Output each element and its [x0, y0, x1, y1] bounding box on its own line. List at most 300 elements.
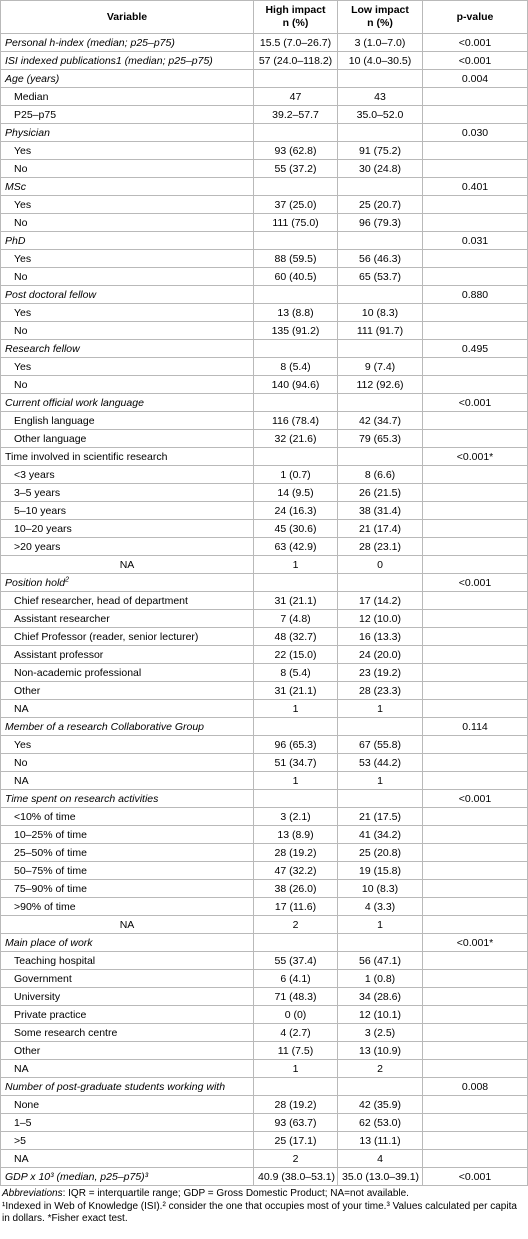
p-value-cell: 0.008 — [423, 1078, 528, 1096]
p-value-cell: 0.880 — [423, 286, 528, 304]
p-value-cell — [423, 502, 528, 520]
p-value-cell — [423, 592, 528, 610]
p-value-cell — [423, 844, 528, 862]
p-value-cell — [423, 1114, 528, 1132]
table-row — [1, 358, 528, 376]
low-impact-cell: 13 (11.1) — [338, 1132, 423, 1150]
table-notes — [0, 1186, 528, 1226]
table-row — [1, 196, 528, 214]
table-row — [1, 250, 528, 268]
table-row — [1, 268, 528, 286]
low-impact-cell — [338, 934, 423, 952]
low-impact-cell: 42 (34.7) — [338, 412, 423, 430]
row-label: Government — [1, 970, 254, 988]
row-label: No — [1, 214, 254, 232]
high-impact-cell: 71 (48.3) — [254, 988, 338, 1006]
low-impact-cell — [338, 124, 423, 142]
high-impact-cell: 1 — [254, 1060, 338, 1078]
table-row — [1, 412, 528, 430]
table-row — [1, 862, 528, 880]
row-label: <10% of time — [1, 808, 254, 826]
high-impact-cell: 1 — [254, 772, 338, 790]
p-value-cell — [423, 1024, 528, 1042]
table-category-row — [1, 232, 528, 250]
row-label: Member of a research Collaborative Group — [1, 718, 254, 736]
p-value-cell — [423, 88, 528, 106]
row-label: NA — [1, 556, 254, 574]
high-impact-cell: 1 (0.7) — [254, 466, 338, 484]
low-impact-cell: 10 (4.0–30.5) — [338, 52, 423, 70]
row-label: Yes — [1, 358, 254, 376]
table-row — [1, 592, 528, 610]
p-value-cell — [423, 268, 528, 286]
table-row — [1, 736, 528, 754]
high-impact-cell — [254, 70, 338, 88]
p-value-cell: <0.001 — [423, 394, 528, 412]
high-impact-cell: 31 (21.1) — [254, 682, 338, 700]
low-impact-cell: 41 (34.2) — [338, 826, 423, 844]
low-impact-cell — [338, 70, 423, 88]
p-value-cell: 0.031 — [423, 232, 528, 250]
high-impact-cell — [254, 340, 338, 358]
table-category-row — [1, 1168, 528, 1186]
p-value-cell: 0.114 — [423, 718, 528, 736]
low-impact-cell: 79 (65.3) — [338, 430, 423, 448]
high-impact-cell: 3 (2.1) — [254, 808, 338, 826]
high-impact-cell: 31 (21.1) — [254, 592, 338, 610]
row-label: Some research centre — [1, 1024, 254, 1042]
low-impact-cell: 28 (23.3) — [338, 682, 423, 700]
row-label: Yes — [1, 736, 254, 754]
low-impact-cell — [338, 790, 423, 808]
p-value-cell — [423, 610, 528, 628]
table-category-row — [1, 934, 528, 952]
low-impact-cell: 19 (15.8) — [338, 862, 423, 880]
high-impact-cell: 140 (94.6) — [254, 376, 338, 394]
low-impact-cell: 96 (79.3) — [338, 214, 423, 232]
low-impact-cell: 10 (8.3) — [338, 880, 423, 898]
low-impact-cell: 12 (10.1) — [338, 1006, 423, 1024]
p-value-cell — [423, 754, 528, 772]
low-impact-cell: 1 — [338, 700, 423, 718]
header-high-impact: High impact n (%) — [254, 1, 338, 34]
high-impact-cell: 13 (8.8) — [254, 304, 338, 322]
table-row — [1, 826, 528, 844]
high-impact-cell: 48 (32.7) — [254, 628, 338, 646]
low-impact-cell: 35.0 (13.0–39.1) — [338, 1168, 423, 1186]
row-label: Age (years) — [1, 70, 254, 88]
low-impact-cell: 17 (14.2) — [338, 592, 423, 610]
high-impact-cell: 40.9 (38.0–53.1) — [254, 1168, 338, 1186]
p-value-cell — [423, 322, 528, 340]
row-label: 5–10 years — [1, 502, 254, 520]
table-row — [1, 664, 528, 682]
low-impact-cell — [338, 232, 423, 250]
table-row — [1, 142, 528, 160]
low-impact-cell: 112 (92.6) — [338, 376, 423, 394]
low-impact-cell — [338, 394, 423, 412]
row-label: Other — [1, 1042, 254, 1060]
row-label: No — [1, 160, 254, 178]
table-category-row — [1, 178, 528, 196]
high-impact-cell: 0 (0) — [254, 1006, 338, 1024]
p-value-cell: <0.001 — [423, 790, 528, 808]
low-impact-cell: 38 (31.4) — [338, 502, 423, 520]
low-impact-cell: 1 (0.8) — [338, 970, 423, 988]
p-value-cell — [423, 952, 528, 970]
low-impact-cell — [338, 178, 423, 196]
p-value-cell — [423, 664, 528, 682]
row-label: Main place of work — [1, 934, 254, 952]
row-label: Time spent on research activities — [1, 790, 254, 808]
high-impact-cell — [254, 232, 338, 250]
p-value-cell — [423, 646, 528, 664]
low-impact-cell: 91 (75.2) — [338, 142, 423, 160]
row-label: Yes — [1, 250, 254, 268]
p-value-cell — [423, 898, 528, 916]
high-impact-cell: 111 (75.0) — [254, 214, 338, 232]
table-row — [1, 646, 528, 664]
low-impact-cell: 13 (10.9) — [338, 1042, 423, 1060]
low-impact-cell — [338, 718, 423, 736]
row-label: No — [1, 268, 254, 286]
high-impact-cell: 135 (91.2) — [254, 322, 338, 340]
high-impact-cell: 14 (9.5) — [254, 484, 338, 502]
high-impact-cell: 55 (37.4) — [254, 952, 338, 970]
p-value-cell — [423, 556, 528, 574]
table-row — [1, 484, 528, 502]
row-label: Post doctoral fellow — [1, 286, 254, 304]
high-impact-cell: 60 (40.5) — [254, 268, 338, 286]
table-category-row — [1, 340, 528, 358]
high-impact-cell: 37 (25.0) — [254, 196, 338, 214]
high-impact-cell: 28 (19.2) — [254, 844, 338, 862]
low-impact-cell: 56 (47.1) — [338, 952, 423, 970]
p-value-cell — [423, 214, 528, 232]
row-label: Other — [1, 682, 254, 700]
low-impact-cell: 4 — [338, 1150, 423, 1168]
row-label: 10–25% of time — [1, 826, 254, 844]
p-value-cell — [423, 376, 528, 394]
high-impact-cell: 7 (4.8) — [254, 610, 338, 628]
high-impact-cell — [254, 394, 338, 412]
p-value-cell — [423, 772, 528, 790]
low-impact-cell: 42 (35.9) — [338, 1096, 423, 1114]
high-impact-cell: 93 (63.7) — [254, 1114, 338, 1132]
high-impact-cell: 24 (16.3) — [254, 502, 338, 520]
table-row — [1, 1132, 528, 1150]
p-value-cell — [423, 1096, 528, 1114]
p-value-cell — [423, 142, 528, 160]
high-impact-cell: 1 — [254, 700, 338, 718]
table-category-row — [1, 1078, 528, 1096]
high-impact-cell: 88 (59.5) — [254, 250, 338, 268]
header-row — [1, 1, 528, 34]
low-impact-cell: 28 (23.1) — [338, 538, 423, 556]
table-category-row — [1, 70, 528, 88]
high-impact-cell: 51 (34.7) — [254, 754, 338, 772]
table-row — [1, 1114, 528, 1132]
table-row — [1, 466, 528, 484]
high-impact-cell — [254, 286, 338, 304]
low-impact-cell: 56 (46.3) — [338, 250, 423, 268]
row-label: 50–75% of time — [1, 862, 254, 880]
table-row — [1, 1096, 528, 1114]
high-impact-cell: 1 — [254, 556, 338, 574]
low-impact-cell: 67 (55.8) — [338, 736, 423, 754]
high-impact-cell: 8 (5.4) — [254, 358, 338, 376]
row-label: Non-academic professional — [1, 664, 254, 682]
low-impact-cell: 12 (10.0) — [338, 610, 423, 628]
table-row — [1, 1042, 528, 1060]
high-impact-cell: 2 — [254, 916, 338, 934]
p-value-cell — [423, 1132, 528, 1150]
row-label: 10–20 years — [1, 520, 254, 538]
high-impact-cell: 55 (37.2) — [254, 160, 338, 178]
low-impact-cell: 25 (20.8) — [338, 844, 423, 862]
low-impact-cell: 62 (53.0) — [338, 1114, 423, 1132]
row-label: NA — [1, 916, 254, 934]
high-impact-cell: 28 (19.2) — [254, 1096, 338, 1114]
p-value-cell — [423, 160, 528, 178]
p-value-cell: <0.001* — [423, 448, 528, 466]
row-label: P25–p75 — [1, 106, 254, 124]
high-impact-cell: 11 (7.5) — [254, 1042, 338, 1060]
table-row — [1, 988, 528, 1006]
p-value-cell: <0.001* — [423, 934, 528, 952]
high-impact-cell — [254, 124, 338, 142]
high-impact-cell: 13 (8.9) — [254, 826, 338, 844]
p-value-cell — [423, 682, 528, 700]
low-impact-cell: 65 (53.7) — [338, 268, 423, 286]
p-value-cell — [423, 466, 528, 484]
p-value-cell — [423, 520, 528, 538]
p-value-cell: <0.001 — [423, 574, 528, 592]
low-impact-cell — [338, 448, 423, 466]
low-impact-cell: 10 (8.3) — [338, 304, 423, 322]
low-impact-cell: 111 (91.7) — [338, 322, 423, 340]
row-label: Chief Professor (reader, senior lecturer) — [1, 628, 254, 646]
p-value-cell — [423, 916, 528, 934]
row-label: Teaching hospital — [1, 952, 254, 970]
table-row — [1, 322, 528, 340]
p-value-cell — [423, 106, 528, 124]
table-row — [1, 376, 528, 394]
high-impact-cell: 32 (21.6) — [254, 430, 338, 448]
table-category-row — [1, 718, 528, 736]
high-impact-cell: 25 (17.1) — [254, 1132, 338, 1150]
high-impact-cell: 39.2–57.7 — [254, 106, 338, 124]
table-row — [1, 304, 528, 322]
table-row — [1, 844, 528, 862]
p-value-cell — [423, 196, 528, 214]
table-row — [1, 952, 528, 970]
p-value-cell — [423, 430, 528, 448]
high-impact-cell: 96 (65.3) — [254, 736, 338, 754]
row-label: 1–5 — [1, 1114, 254, 1132]
table-row — [1, 700, 528, 718]
row-label: Yes — [1, 196, 254, 214]
row-label: Other language — [1, 430, 254, 448]
high-impact-cell: 4 (2.7) — [254, 1024, 338, 1042]
table-category-row — [1, 790, 528, 808]
p-value-cell — [423, 826, 528, 844]
high-impact-cell: 47 — [254, 88, 338, 106]
table-row — [1, 970, 528, 988]
high-impact-cell: 8 (5.4) — [254, 664, 338, 682]
table-row — [1, 556, 528, 574]
high-impact-cell — [254, 718, 338, 736]
table-category-row — [1, 286, 528, 304]
table-row — [1, 1150, 528, 1168]
high-impact-cell — [254, 178, 338, 196]
table-category-row — [1, 34, 528, 52]
low-impact-cell: 26 (21.5) — [338, 484, 423, 502]
low-impact-cell: 3 (1.0–7.0) — [338, 34, 423, 52]
table-category-row — [1, 448, 528, 466]
table-row — [1, 754, 528, 772]
row-label: Personal h-index (median; p25–p75) — [1, 34, 254, 52]
high-impact-cell: 38 (26.0) — [254, 880, 338, 898]
low-impact-cell: 35.0–52.0 — [338, 106, 423, 124]
table-row — [1, 628, 528, 646]
p-value-cell — [423, 358, 528, 376]
row-label: 3–5 years — [1, 484, 254, 502]
p-value-cell — [423, 538, 528, 556]
row-label: Position hold$^2$ — [1, 574, 254, 592]
table-row — [1, 916, 528, 934]
table-row — [1, 502, 528, 520]
p-value-cell — [423, 880, 528, 898]
table-row — [1, 1024, 528, 1042]
table-row — [1, 214, 528, 232]
high-impact-cell: 47 (32.2) — [254, 862, 338, 880]
low-impact-cell: 1 — [338, 916, 423, 934]
abbreviations-note: Abbreviations: IQR = interquartile range; GDP = Gross Domestic Product; NA=not available. — [2, 1188, 409, 1199]
p-value-cell — [423, 1042, 528, 1060]
table-category-row — [1, 574, 528, 592]
row-label: GDP x 10³ (median, p25–p75)³ — [1, 1168, 254, 1186]
p-value-cell — [423, 484, 528, 502]
low-impact-cell: 8 (6.6) — [338, 466, 423, 484]
high-impact-cell — [254, 934, 338, 952]
row-label: MSc — [1, 178, 254, 196]
table-body — [1, 34, 528, 1186]
row-label: Research fellow — [1, 340, 254, 358]
row-label: Assistant professor — [1, 646, 254, 664]
low-impact-cell: 3 (2.5) — [338, 1024, 423, 1042]
high-impact-cell — [254, 448, 338, 466]
row-label: English language — [1, 412, 254, 430]
p-value-cell — [423, 736, 528, 754]
low-impact-cell: 9 (7.4) — [338, 358, 423, 376]
table-row — [1, 538, 528, 556]
row-label: No — [1, 376, 254, 394]
row-label: Assistant researcher — [1, 610, 254, 628]
table-row — [1, 1060, 528, 1078]
footnotes: ¹Indexed in Web of Knowledge (ISI).² consider the one that occupies most of your time.³ Values calculated per capita in dollars. *Fisher exact test. — [2, 1200, 517, 1225]
row-label: 75–90% of time — [1, 880, 254, 898]
p-value-cell — [423, 970, 528, 988]
footnote-marker: 2 — [65, 576, 70, 583]
row-label: NA — [1, 1150, 254, 1168]
table-row — [1, 520, 528, 538]
table-row — [1, 808, 528, 826]
low-impact-cell: 21 (17.5) — [338, 808, 423, 826]
row-label: NA — [1, 772, 254, 790]
high-impact-cell: 15.5 (7.0–26.7) — [254, 34, 338, 52]
p-value-cell — [423, 304, 528, 322]
high-impact-cell: 45 (30.6) — [254, 520, 338, 538]
row-label: Median — [1, 88, 254, 106]
p-value-cell — [423, 988, 528, 1006]
table-row — [1, 682, 528, 700]
table-row — [1, 880, 528, 898]
low-impact-cell: 30 (24.8) — [338, 160, 423, 178]
table-row — [1, 430, 528, 448]
row-label: None — [1, 1096, 254, 1114]
high-impact-cell — [254, 1078, 338, 1096]
high-impact-cell — [254, 574, 338, 592]
table-category-row — [1, 52, 528, 70]
row-label: No — [1, 322, 254, 340]
row-label: No — [1, 754, 254, 772]
row-label: Private practice — [1, 1006, 254, 1024]
table-row — [1, 610, 528, 628]
p-value-cell — [423, 1150, 528, 1168]
low-impact-cell: 34 (28.6) — [338, 988, 423, 1006]
row-label: >5 — [1, 1132, 254, 1150]
row-label: <3 years — [1, 466, 254, 484]
low-impact-cell: 24 (20.0) — [338, 646, 423, 664]
p-value-cell: 0.030 — [423, 124, 528, 142]
p-value-cell: 0.401 — [423, 178, 528, 196]
row-label: 25–50% of time — [1, 844, 254, 862]
high-impact-cell: 17 (11.6) — [254, 898, 338, 916]
p-value-cell: <0.001 — [423, 34, 528, 52]
p-value-cell — [423, 1006, 528, 1024]
high-impact-cell: 57 (24.0–118.2) — [254, 52, 338, 70]
row-label: Chief researcher, head of department — [1, 592, 254, 610]
row-label: Yes — [1, 142, 254, 160]
table-row — [1, 898, 528, 916]
row-label: >90% of time — [1, 898, 254, 916]
low-impact-cell — [338, 286, 423, 304]
table-row — [1, 772, 528, 790]
low-impact-cell: 23 (19.2) — [338, 664, 423, 682]
high-impact-cell: 6 (4.1) — [254, 970, 338, 988]
table-category-row — [1, 124, 528, 142]
p-value-cell — [423, 412, 528, 430]
row-label: PhD — [1, 232, 254, 250]
p-value-cell — [423, 628, 528, 646]
table-row — [1, 160, 528, 178]
table-row — [1, 1006, 528, 1024]
low-impact-cell: 16 (13.3) — [338, 628, 423, 646]
high-impact-cell: 93 (62.8) — [254, 142, 338, 160]
row-label: Number of post-graduate students working with — [1, 1078, 254, 1096]
p-value-cell — [423, 700, 528, 718]
low-impact-cell: 4 (3.3) — [338, 898, 423, 916]
low-impact-cell: 43 — [338, 88, 423, 106]
low-impact-cell: 2 — [338, 1060, 423, 1078]
table-row — [1, 88, 528, 106]
high-impact-cell: 63 (42.9) — [254, 538, 338, 556]
low-impact-cell: 25 (20.7) — [338, 196, 423, 214]
row-label: Time involved in scientific research — [1, 448, 254, 466]
low-impact-cell: 53 (44.2) — [338, 754, 423, 772]
row-label: Current official work language — [1, 394, 254, 412]
